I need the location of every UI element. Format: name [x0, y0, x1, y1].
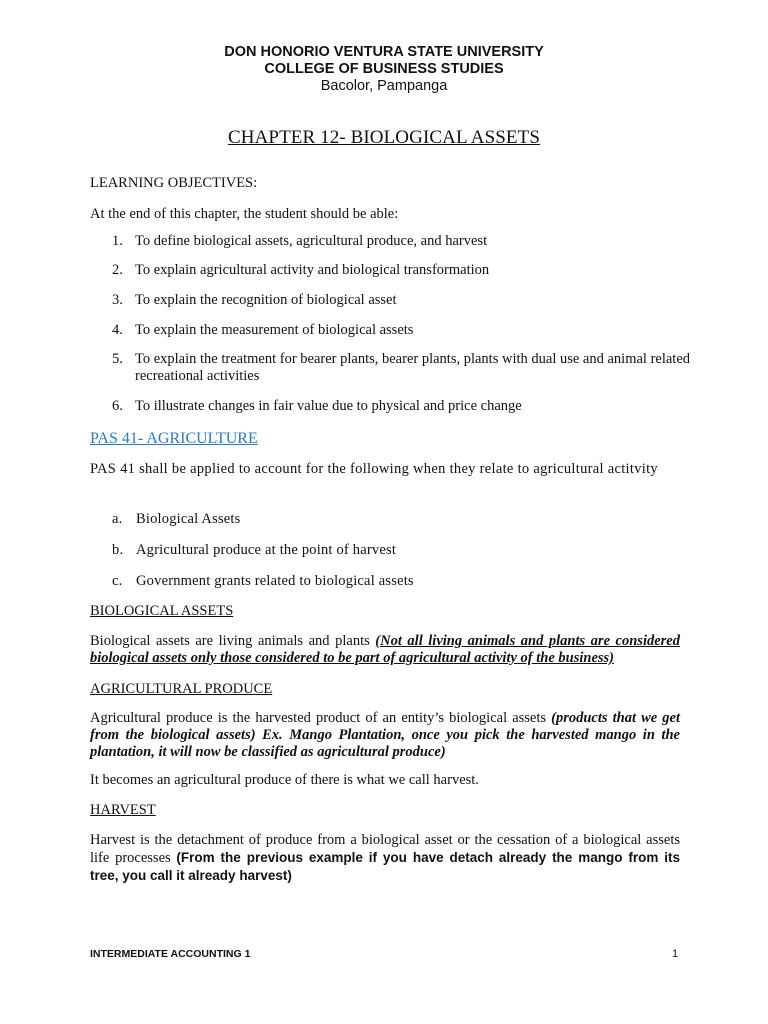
pas41-item-text: Agricultural produce at the point of harvest — [136, 542, 397, 558]
pas41-item-letter: b. — [112, 542, 124, 558]
objective-text: To explain agricultural activity and biological transformation — [135, 262, 490, 278]
pas41-item-text: Biological Assets — [136, 511, 241, 527]
harvest-paragraph — [90, 832, 680, 885]
biological-assets-paragraph — [90, 633, 680, 667]
objective-item — [90, 351, 690, 398]
objective-text: To explain the measurement of biological assets — [135, 322, 414, 338]
page-number: 1 — [672, 948, 679, 960]
chapter-title: CHAPTER 12- BIOLOGICAL ASSETS — [227, 127, 541, 148]
objective-number: 5. — [112, 351, 123, 367]
university-location: Bacolor, Pampanga — [320, 78, 448, 94]
pas41-heading: PAS 41- AGRICULTURE — [90, 430, 258, 447]
objective-number: 6. — [112, 398, 123, 414]
college-name: COLLEGE OF BUSINESS STUDIES — [264, 61, 504, 77]
biological-assets-note: (Not all living animals and plants are considered biological assets only those considered to be part of agricultural activity of the business) — [90, 633, 680, 666]
objective-item — [90, 398, 690, 416]
university-name: DON HONORIO VENTURA STATE UNIVERSITY — [224, 44, 544, 60]
objective-item — [90, 233, 690, 262]
objectives-list — [90, 233, 690, 416]
objective-item — [90, 322, 690, 351]
harvest-heading: HARVEST — [90, 802, 156, 818]
university-header — [0, 44, 768, 95]
objective-text: To define biological assets, agricultural produce, and harvest — [135, 233, 488, 249]
objective-item — [90, 262, 690, 292]
objective-number: 3. — [112, 292, 123, 308]
objective-text: To explain the treatment for bearer plants, bearer plants, plants with dual use and animal related recreational activities — [135, 351, 691, 384]
learning-objectives-heading: LEARNING OBJECTIVES: — [90, 175, 258, 191]
pas41-item-letter: a. — [112, 511, 123, 527]
agricultural-produce-text: Agricultural produce is the harvested product of an entity’s biological assets — [90, 710, 552, 726]
biological-assets-text: Biological assets are living animals and plants — [90, 633, 376, 649]
agricultural-produce-paragraph — [90, 710, 680, 761]
objective-number: 4. — [112, 322, 123, 338]
biological-assets-heading: BIOLOGICAL ASSETS — [90, 603, 234, 619]
objective-number: 1. — [112, 233, 123, 249]
learning-objectives-intro: At the end of this chapter, the student should be able: — [90, 206, 399, 222]
objective-number: 2. — [112, 262, 123, 278]
pas41-item-letter: c. — [112, 573, 123, 589]
agricultural-produce-heading: AGRICULTURAL PRODUCE — [90, 681, 273, 697]
objective-text: To illustrate changes in fair value due to physical and price change — [135, 398, 522, 414]
agricultural-produce-followup: It becomes an agricultural produce of there is what we call harvest. — [90, 772, 479, 788]
pas41-paragraph: PAS 41 shall be applied to account for the following when they relate to agricultural actitvity — [90, 461, 658, 477]
agricultural-produce-note: (products that we get from the biological assets) Ex. Mango Plantation, once you pick the harvested mango in the plantation, it will now be classified as agricultural produce) — [90, 710, 680, 760]
pas41-list-item — [90, 573, 690, 591]
pas41-item-text: Government grants related to biological assets — [136, 573, 414, 589]
pas41-list-item — [90, 511, 690, 542]
pas41-list-item — [90, 542, 690, 573]
objective-text: To explain the recognition of biological asset — [135, 292, 397, 308]
harvest-note: (From the previous example if you have detach already the mango from its tree, you call it already harvest) — [90, 850, 680, 883]
pas41-list — [90, 511, 690, 591]
footer-course-title: INTERMEDIATE ACCOUNTING 1 — [90, 948, 251, 960]
objective-item — [90, 292, 690, 322]
harvest-text: Harvest is the detachment of produce from a biological asset or the cessation of a biological assets life processes — [90, 832, 680, 866]
